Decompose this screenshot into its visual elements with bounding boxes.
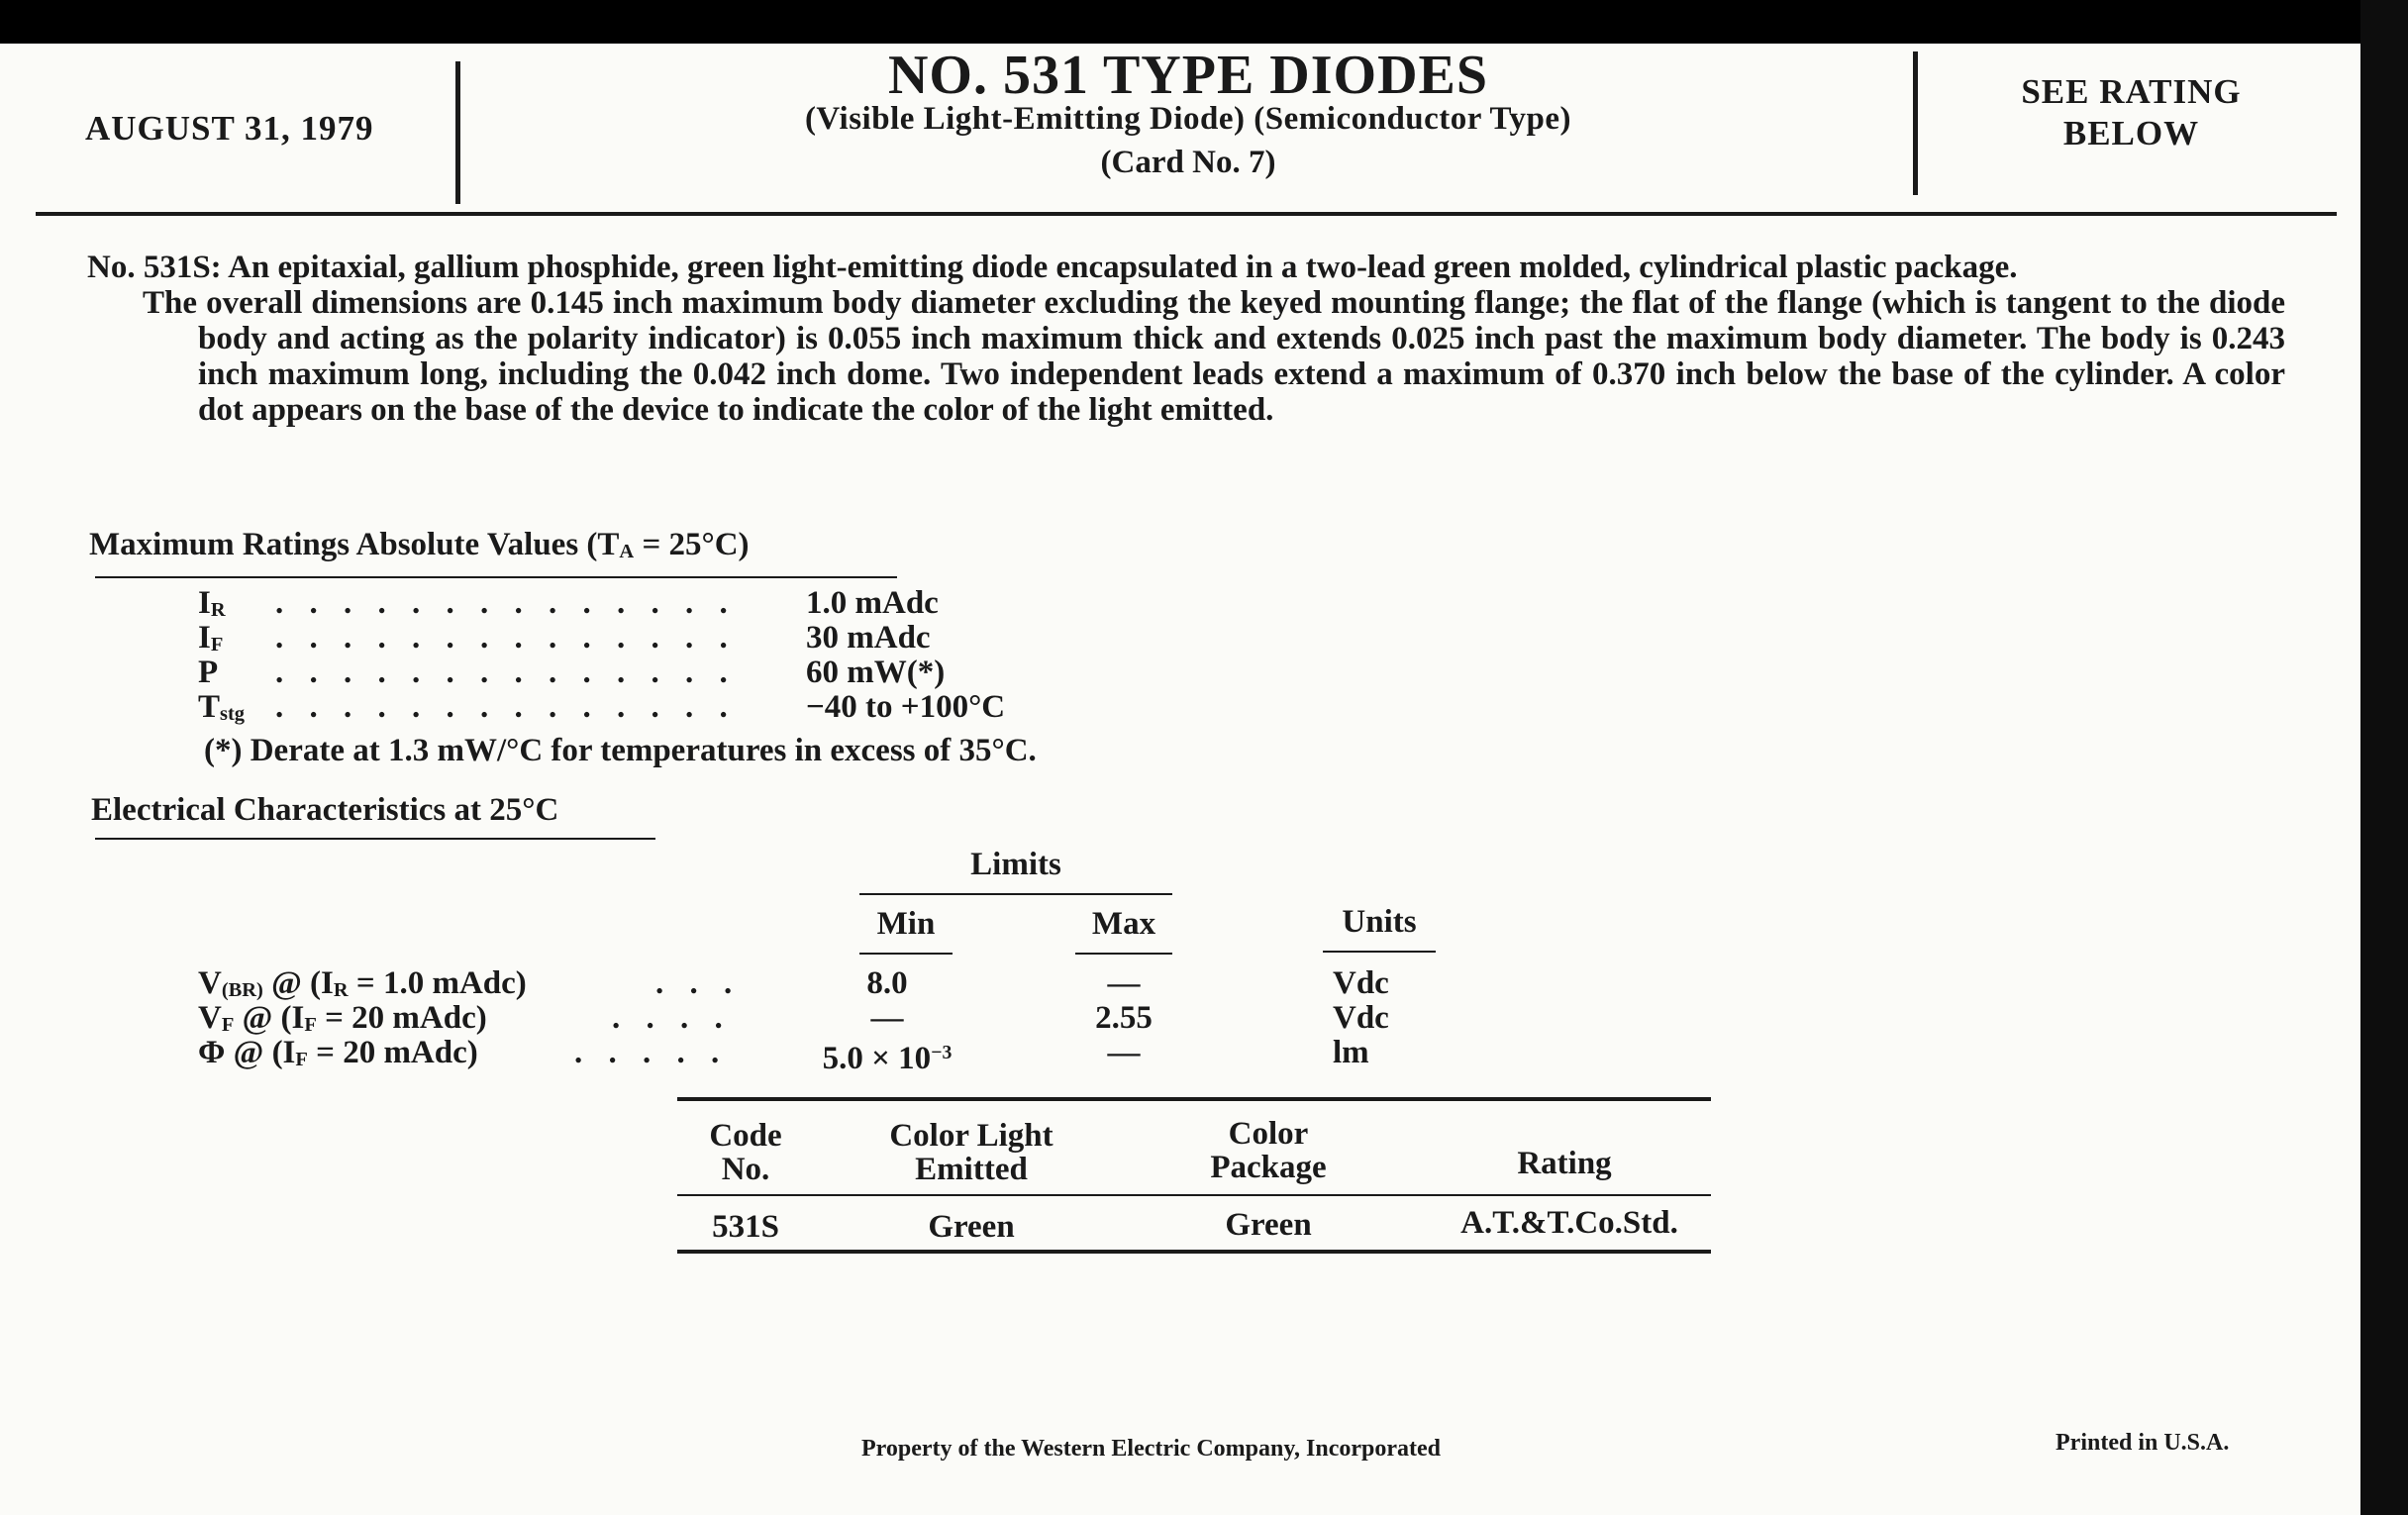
code-cell: 531S (712, 1209, 779, 1245)
min-rule (859, 953, 953, 955)
min-value: — (870, 1000, 904, 1036)
page-title: NO. 531 TYPE DIODES (887, 45, 1489, 106)
code-table-header-rule (677, 1194, 1711, 1196)
card-number: (Card No. 7) (1100, 145, 1276, 180)
scan-border (2360, 0, 2408, 1515)
rating-value: −40 to +100°C (806, 689, 1006, 725)
rating-value: 1.0 mAdc (806, 585, 939, 621)
max-header: Max (1091, 906, 1156, 942)
min-value: 8.0 (866, 965, 908, 1001)
rating-header: Rating (1517, 1146, 1612, 1181)
electrical-rule (95, 838, 655, 840)
rating-note-line2: BELOW (2062, 114, 2200, 152)
printed-notice: Printed in U.S.A. (2056, 1430, 2230, 1456)
color-package-header: Color Package (1210, 1116, 1327, 1185)
units-header: Units (1342, 904, 1417, 940)
code-no-header: Code No. (709, 1118, 782, 1187)
characteristic-row: $V_{(BR)}$ @ ($I_R = 1.0$ mAdc) . . . 8.0 — Vdc (198, 965, 1389, 1001)
characteristic-row: Φ @ ($I_F = 20$ mAdc) . . . . . $5.0 \times 10^{-3}$ — lm (198, 1035, 1369, 1076)
max-ratings-rule (95, 576, 897, 578)
rating-row: $I_R$ . . . . . . . . . . . . . . 1.0 mAdc (198, 585, 939, 621)
limits-rule (859, 893, 1172, 895)
color-light-cell: Green (928, 1209, 1015, 1245)
electrical-heading: Electrical Characteristics at 25°C (91, 792, 559, 828)
characteristic-row: $V_F$ @ ($I_F = 20$ mAdc) . . . . — 2.55 Vdc (198, 1000, 1389, 1036)
max-value: 2.55 (1095, 1000, 1153, 1036)
derating-note: (*) Derate at 1.3 mW/°C for temperatures in excess of 35°C. (204, 733, 1037, 768)
description (87, 250, 2285, 428)
units-rule (1323, 951, 1436, 953)
min-value: $5.0 \times 10^{-3}$ (822, 1041, 953, 1076)
rating-cell: A.T.&T.Co.Std. (1460, 1205, 1678, 1241)
limits-label: Limits (970, 847, 1061, 882)
electrical-table (198, 965, 1485, 1076)
rating-note (1931, 71, 2332, 154)
rating-row: $T_{stg}$ . . . . . . . . . . . . . . −40 to +100°C (198, 689, 1006, 725)
rating-row: P . . . . . . . . . . . . . . 60 mW(*) (198, 655, 946, 690)
header-rule (36, 212, 2337, 216)
max-value: — (1107, 1035, 1141, 1070)
min-header: Min (876, 906, 936, 942)
card-date: AUGUST 31, 1979 (85, 109, 374, 148)
property-notice: Property of the Western Electric Company, Incorporated (861, 1436, 1442, 1462)
color-package-cell: Green (1225, 1207, 1312, 1243)
rating-value: 60 mW(*) (806, 655, 946, 690)
description-intro: No. 531S: An epitaxial, gallium phosphide, green light-emitting diode encapsulated in a two-lead green molded, cylindrical plastic package. (87, 250, 2018, 285)
code-table-bottom-rule (677, 1250, 1711, 1254)
rating-row: $I_F$ . . . . . . . . . . . . . . 30 mAdc (198, 620, 931, 656)
page-subtitle: (Visible Light-Emitting Diode) (Semiconductor Type) (804, 101, 1572, 137)
units-value: lm (1333, 1035, 1369, 1070)
units-value: Vdc (1333, 1000, 1389, 1036)
max-value: — (1107, 965, 1141, 1001)
max-ratings-table (198, 586, 1089, 725)
rating-note-line1: SEE RATING (2021, 72, 2242, 111)
color-light-header: Color Light Emitted (889, 1118, 1054, 1187)
header-divider-right (1913, 51, 1918, 195)
code-table-top-rule (677, 1097, 1711, 1101)
max-rule (1075, 953, 1172, 955)
max-ratings-heading: Maximum Ratings Absolute Values $(T_A = 25^\circ C)$ (89, 527, 750, 562)
units-value: Vdc (1333, 965, 1389, 1001)
description-dimensions: The overall dimensions are 0.145 inch maximum body diameter excluding the keyed mounting flange; the flat of the flange (which is tangent to the diode body and acting as the polarity indicator) is 0.055 inch maximum thick and extends 0.025 inch past the maximum body diameter. The body is 0.243 inch maximum long, including the 0.042 inch dome. Two independent leads extend a maximum of 0.370 inch below the base of the cylinder. A color dot appears on the base of the device to indicate the color of the light emitted. (143, 285, 2285, 428)
rating-value: 30 mAdc (806, 620, 931, 656)
